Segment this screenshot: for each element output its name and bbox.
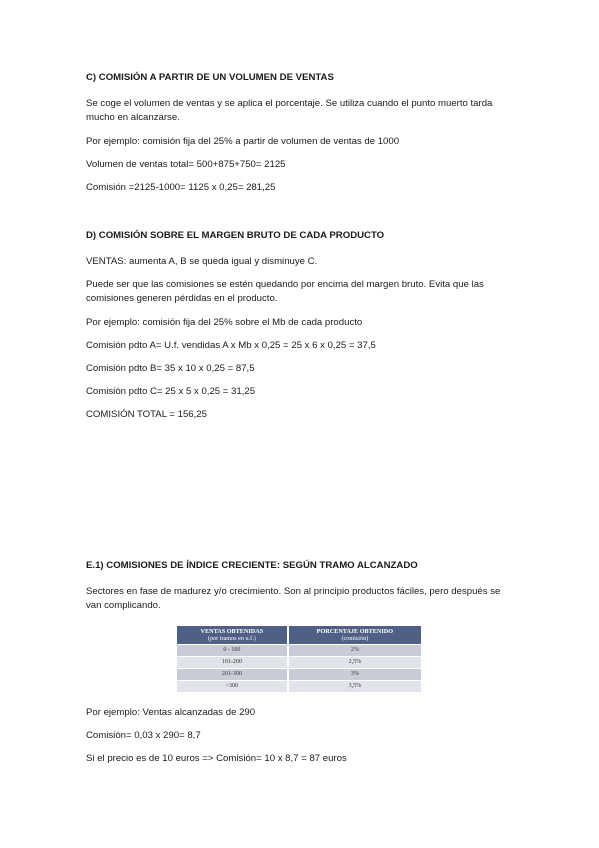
section-e1-example: Por ejemplo: Ventas alcanzadas de 290 <box>86 707 256 718</box>
cell-ventas: >300 <box>177 681 288 693</box>
cell-porcentaje: 3,5% <box>288 681 421 693</box>
cell-porcentaje: 2% <box>288 645 421 657</box>
table-row <box>177 681 421 693</box>
cell-ventas: 101-200 <box>177 657 288 669</box>
section-e1-paragraph: Sectores en fase de madurez y/o crecimiento. Son al principio productos fáciles, pero después se van complicando. <box>86 586 501 611</box>
cell-porcentaje: 3% <box>288 669 421 681</box>
cell-ventas: 201-300 <box>177 669 288 681</box>
table-row <box>177 669 421 681</box>
header-porcentaje-title: PORCENTAJE OBTENIDO <box>316 628 394 635</box>
header-porcentaje <box>288 626 421 645</box>
table-header-row <box>177 626 421 645</box>
section-d-product-c: Comisión pdto C= 25 x 5 x 0,25 = 31,25 <box>86 386 256 397</box>
cell-porcentaje: 2,5% <box>288 657 421 669</box>
section-e1-heading: E.1) COMISIONES DE ÍNDICE CRECIENTE: SEGÚN TRAMO ALCANZADO <box>86 560 418 571</box>
section-c-commission: Comisión =2125-1000= 1125 x 0,25= 281,25 <box>86 182 276 193</box>
section-d-paragraph: Puede ser que las comisiones se estén quedando por encima del margen bruto. Evita que las comisiones generen pérdidas en el producto. <box>86 279 484 304</box>
section-c-paragraph: Se coge el volumen de ventas y se aplica el porcentaje. Se utiliza cuando el punto muerto tarda mucho en alcanzarse. <box>86 98 493 123</box>
header-porcentaje-sub: (comisión) <box>341 635 369 642</box>
header-ventas-title: VENTAS OBTENIDAS <box>200 628 264 635</box>
section-e1-price: Si el precio es de 10 euros => Comisión= 10 x 8,7 = 87 euros <box>86 753 347 764</box>
header-ventas-sub: (por tramos en u.f.) <box>207 635 256 642</box>
section-d-heading: D) COMISIÓN SOBRE EL MARGEN BRUTO DE CADA PRODUCTO <box>86 230 385 241</box>
section-d-ventas: VENTAS: aumenta A, B se queda igual y disminuye C. <box>86 256 318 267</box>
commission-tiers-table <box>177 626 421 692</box>
section-d-product-b: Comisión pdto B= 35 x 10 x 0,25 = 87,5 <box>86 363 255 374</box>
section-c-example: Por ejemplo: comisión fija del 25% a partir de volumen de ventas de 1000 <box>86 136 400 147</box>
section-d-total: COMISIÓN TOTAL = 156,25 <box>86 409 207 420</box>
section-d-example: Por ejemplo: comisión fija del 25% sobre el Mb de cada producto <box>86 317 363 328</box>
cell-ventas: 0 - 100 <box>177 645 288 657</box>
section-c-volume: Volumen de ventas total= 500+875+750= 2125 <box>86 159 286 170</box>
section-d-product-a: Comisión pdto A= U.f. vendidas A x Mb x 0,25 = 25 x 6 x 0,25 = 37,5 <box>86 340 376 351</box>
header-ventas <box>177 626 288 645</box>
section-e1-commission: Comisión= 0,03 x 290= 8,7 <box>86 730 201 741</box>
table-row <box>177 657 421 669</box>
table-row <box>177 645 421 657</box>
section-c-heading: C) COMISIÓN A PARTIR DE UN VOLUMEN DE VENTAS <box>86 72 334 83</box>
